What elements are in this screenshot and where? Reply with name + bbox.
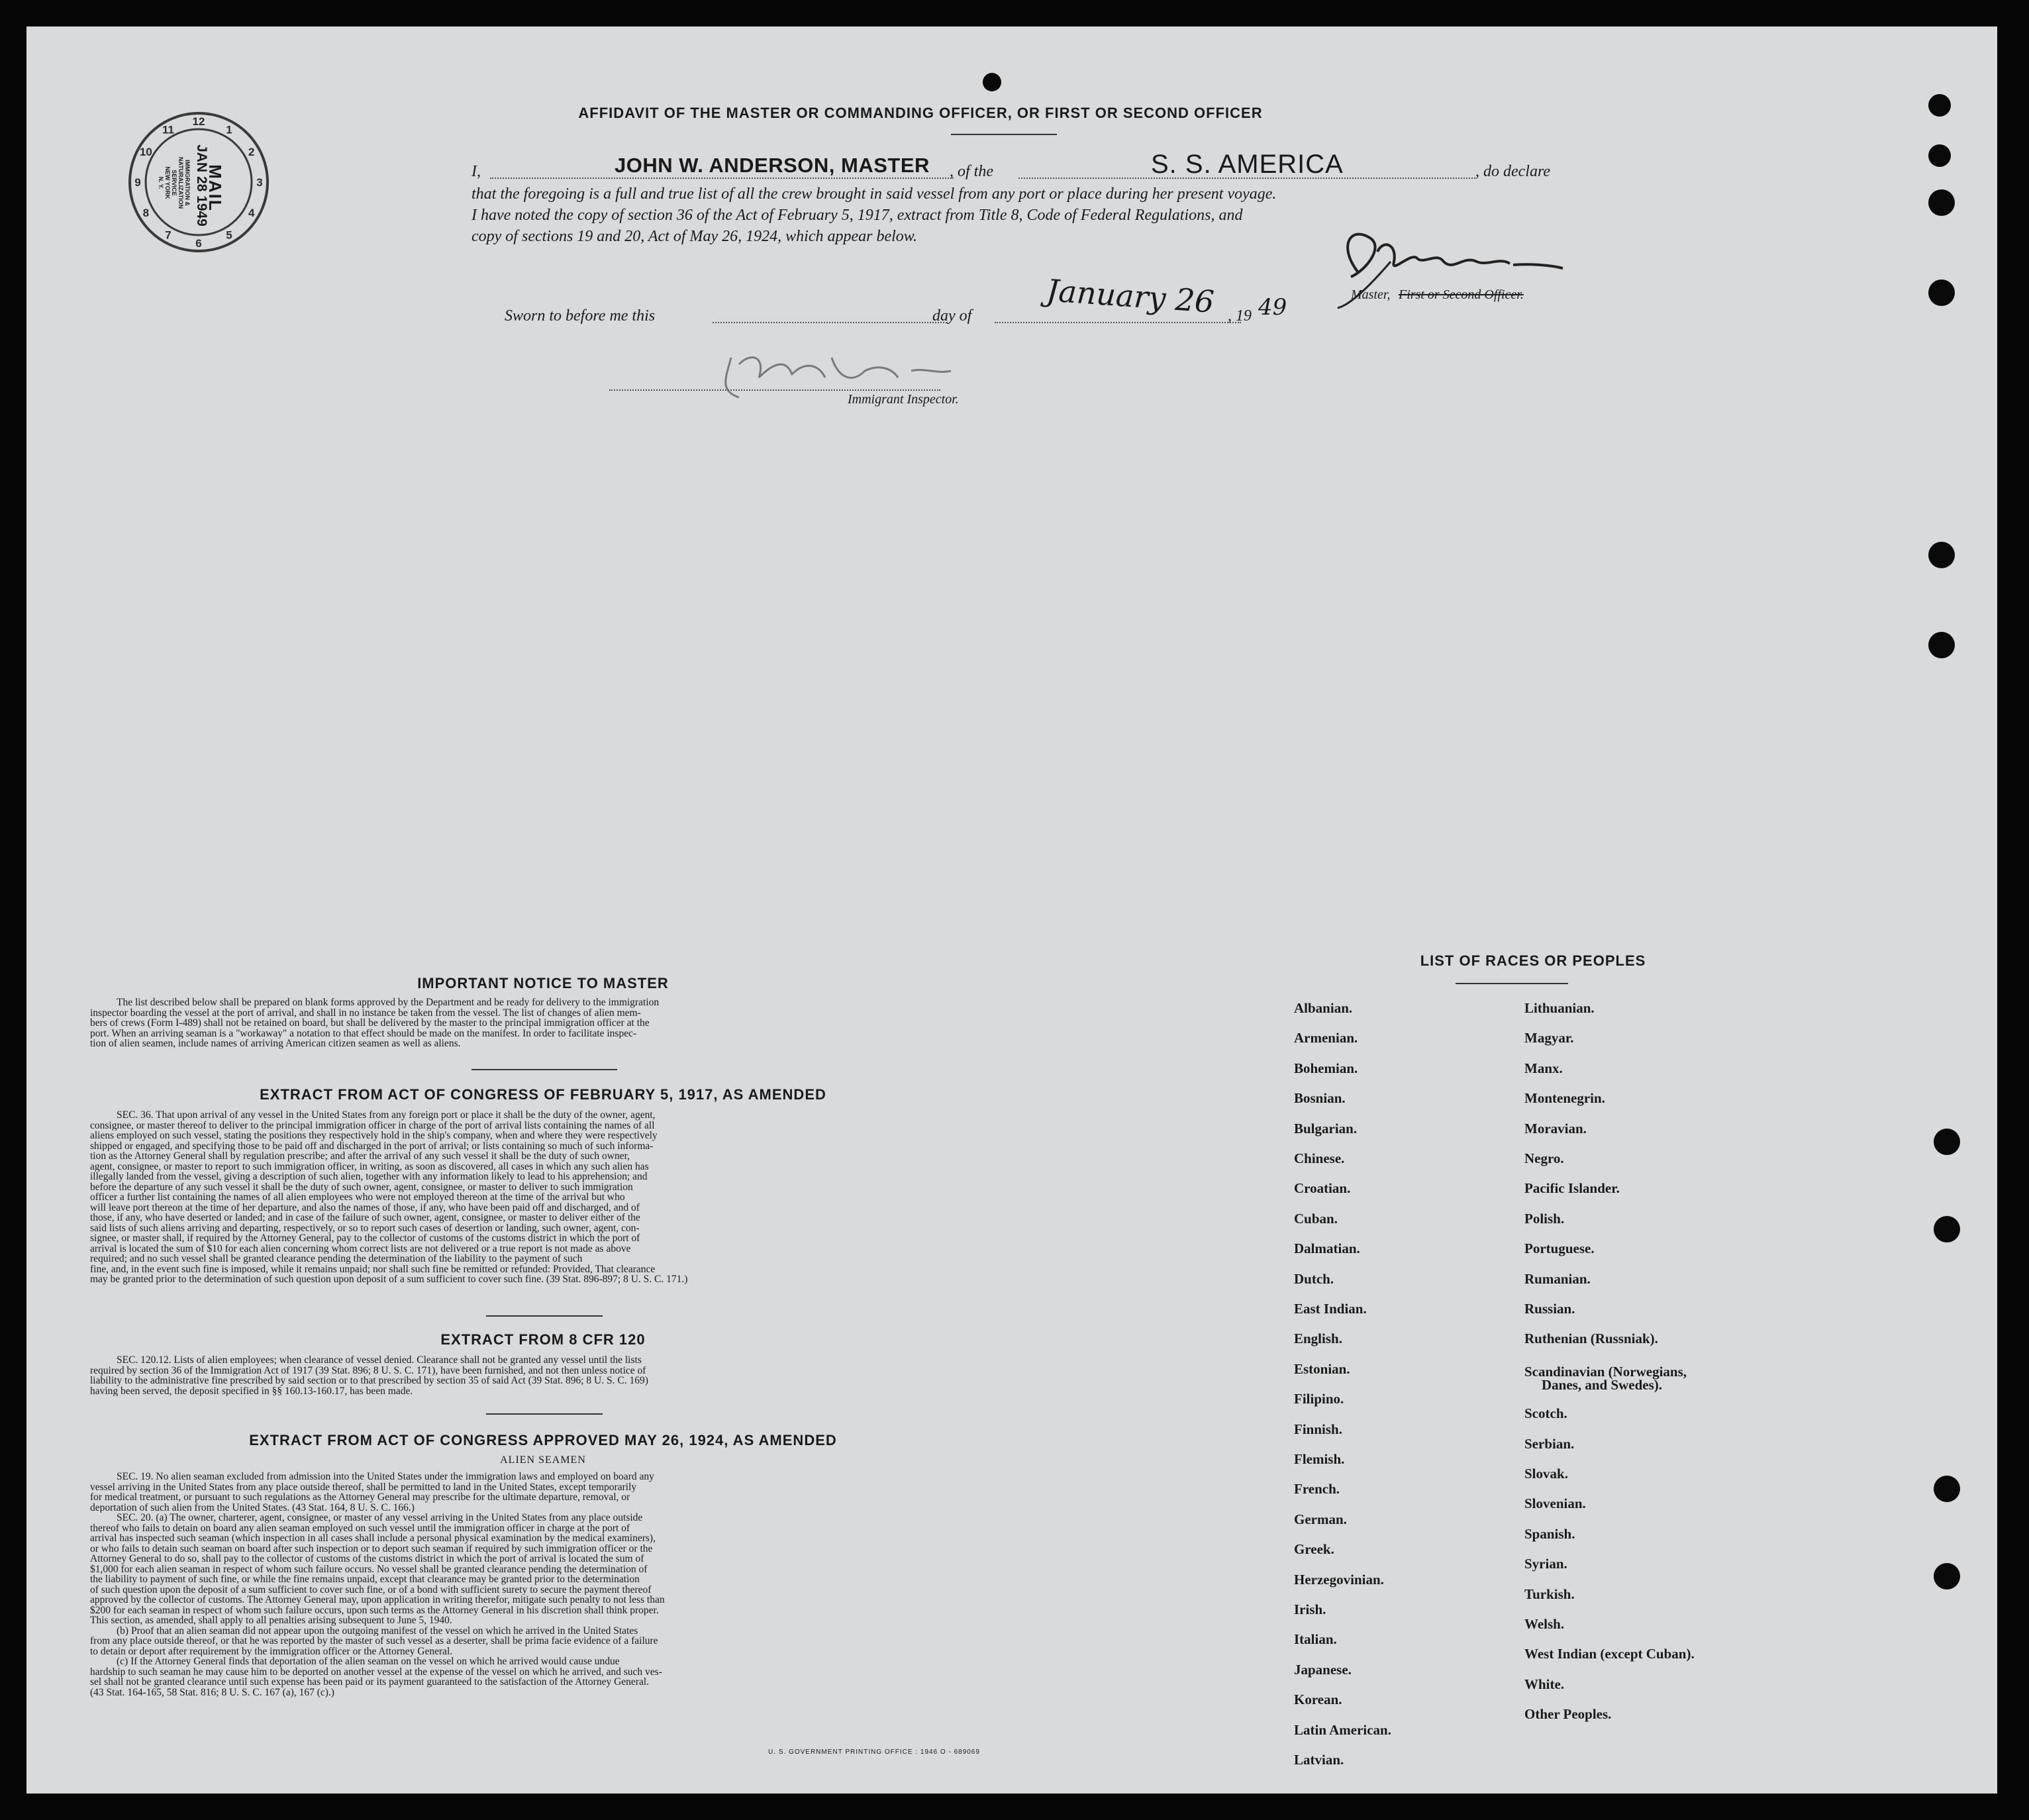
text-line: illegally landed from the vessel, giving a description of such alien, together with any information likely to lead to his apprehension; and [90,1172,648,1182]
text-line: liability to the administrative fine prescribed by said section or to that prescribed by section 35 of said Act (39 Stat. 896; 8 U. S. C. 169) [90,1376,648,1386]
affidavit-line: copy of sections 19 and 20, Act of May 26, 1924, which appear below. [471,228,918,245]
race-item: German. [1294,1511,1347,1527]
race-item: Russian. [1524,1301,1575,1317]
race-item: Estonian. [1294,1360,1350,1377]
text-line: before the departure of any such vessel it shall be the duty of such owner, agent, consignee, or master to deliver to such immigration [90,1182,633,1192]
affidavit-title: AFFIDAVIT OF THE MASTER OR COMMANDING OFFICER, OR FIRST OR SECOND OFFICER [578,105,1263,121]
text-line: $1,000 for each alien seaman in respect of whom such failure occurs. No vessel shall be granted clearance pending the determination of [90,1564,648,1574]
race-item: Ruthenian (Russniak). [1524,1331,1658,1347]
text-line: from any place outside thereof, or that he was reported by the master of such vessel as a deserter, shall be prima facie evidence of a failure [90,1636,658,1646]
handwritten-date: January 26 [1045,272,1216,320]
master-caption: Master, [1351,287,1391,302]
stamp-ring-number: 12 [192,115,205,128]
race-item: Albanian. [1294,1000,1353,1016]
day-of-label: day of [932,307,972,325]
text-line: (b) Proof that an alien seaman did not appear upon the outgoing manifest of the vessel on which he arrived in the United States [117,1625,638,1636]
race-item: Chinese. [1294,1150,1345,1166]
race-item: Scotch. [1524,1405,1567,1422]
race-item: Pacific Islander. [1524,1180,1620,1197]
stamp-line: NATURALIZATION [177,156,184,209]
stamp-ring-number: 8 [142,207,150,219]
stamp-date: JAN 28 1949 [194,144,209,227]
punch-hole [1934,1476,1960,1502]
race-item: Armenian. [1294,1030,1358,1046]
race-item: Dalmatian. [1294,1240,1360,1257]
race-item: Finnish. [1294,1421,1342,1437]
races-title: LIST OF RACES OR PEOPLES [1420,952,1646,969]
stamp-ring-number: 1 [226,123,232,136]
race-item: Danes, and Swedes). [1542,1376,1663,1393]
text-line: arrival has inspected such seaman (which inspection in all cases shall include a personal physical examination by the medical examiners), [90,1533,656,1544]
stamp-ring-number: 3 [256,176,263,189]
text-line: signee, or master shall, if required by the Attorney General, pay to the collector of customs of the customs district in which the port of [90,1233,640,1244]
race-item: Syrian. [1524,1556,1567,1572]
text-line: inspector boarding the vessel at the port of arrival, and shall in no instance be taken from the vessel. The list of changes of alien mem- [90,1007,641,1018]
text-line: for medical treatment, or pursuant to such regulations as the Attorney General may prescribe for the ultimate departure, removal, or [90,1492,630,1503]
stamp-ring-number: 11 [162,123,174,136]
text-line: Attorney General to do so, shall pay to the collector of customs of the customs district in which the port of arrival is located the sum of [90,1554,644,1564]
race-item: Latvian. [1294,1752,1344,1768]
stamp-ring-number: 6 [195,237,202,250]
punch-hole [1934,1216,1960,1242]
stamp-ring-number: 7 [165,228,172,242]
punch-hole [983,73,1001,91]
text-line: required; and no such vessel shall be granted clearance pending the determination of the liability to the payment of such [90,1254,583,1264]
text-line: deportation of such alien from the United States. (43 Stat. 164, 8 U. S. C. 166.) [90,1502,415,1513]
text-line: approved by the collector of customs. The Attorney General may, upon application in writing therefor, mitigate such penalty to not less than [90,1595,665,1605]
race-item: Other Peoples. [1524,1706,1612,1723]
text-line: port. When an arriving seaman is a "workaway" a notation to that effect should be made on the manifest. In order to facilitate inspec- [90,1028,637,1038]
document-sheet [26,26,1997,1794]
race-item: Dutch. [1294,1270,1334,1287]
master-name: JOHN W. ANDERSON, MASTER [615,154,930,177]
race-item: Japanese. [1294,1661,1352,1678]
text-line: SEC. 19. No alien seaman excluded from admission into the United States under the immigration laws and employed on board any [117,1472,654,1482]
text-line: to detain or deport after requirement by the immigration officer or the Attorney General. [90,1646,453,1656]
text-line: consignee, or master thereof to deliver to the principal immigration officer in charge of the port of arrival lists containing the names of all [90,1120,655,1131]
text-line: (43 Stat. 164-165, 58 Stat. 816; 8 U. S. C. 167 (a), 167 (c).) [90,1687,334,1697]
race-item: Scandinavian (Norwegians, [1524,1363,1687,1380]
race-item: Croatian. [1294,1180,1351,1197]
text-line: those, if any, who have deserted or landed; and in case of the failure of such owner, agent, consignee, or master to deliver either of the [90,1213,640,1223]
printing-office-footer: U. S. GOVERNMENT PRINTING OFFICE : 1946 O - 689069 [768,1748,980,1756]
race-item: Korean. [1294,1692,1342,1708]
stamp-ring-number: 2 [248,146,255,158]
punch-hole [1934,1129,1960,1155]
notice-title: IMPORTANT NOTICE TO MASTER [417,975,669,991]
extract-1917-paragraph [90,1110,997,1285]
race-item: Filipino. [1294,1391,1344,1407]
alien-seamen-subtitle: ALIEN SEAMEN [500,1454,586,1466]
inspector-caption: Immigrant Inspector. [848,392,959,407]
affidavit-line: I have noted the copy of section 36 of the Act of February 5, 1917, extract from Title 8, Code of Federal Regulations, and [471,207,1243,224]
text-line: arrival is located the sum of $10 for each alien concerning whom correct lists are not delivered or a true report is not made as above [90,1243,631,1254]
extract-cfr-paragraph [90,1355,997,1396]
text-line: thereof who fails to detain on board any alien seaman employed on such vessel until the immigration officer in charge at the port of [90,1523,630,1533]
text-line: or who fails to detain such seaman on board after such inspection or to deport such seaman if required by such immigration officer or the [90,1543,653,1554]
text-line: required by section 36 of the Immigration Act of 1917 (39 Stat. 896; 8 U. S. C. 171), have been furnished, and not then unless notice of [90,1365,646,1376]
vessel-name: S. S. AMERICA [1151,150,1344,179]
punch-hole [1928,542,1955,568]
punch-hole [1928,94,1951,117]
race-item: Rumanian. [1524,1270,1591,1287]
text-line: may be granted prior to the determination of such question upon deposit of a sum sufficient to cover such fine. (39 Stat. 896-897; 8 U. S. C. 171.) [90,1274,688,1285]
text-line: SEC. 120.12. Lists of alien employees; when clearance of vessel denied. Clearance shall not be granted any vessel until the lists [117,1355,642,1366]
punch-hole [1928,189,1955,216]
race-item: English. [1294,1331,1342,1347]
race-item: Negro. [1524,1150,1564,1166]
race-item: Irish. [1294,1601,1326,1617]
punch-hole [1934,1563,1960,1590]
text-line: (c) If the Attorney General finds that deportation of the alien seaman on the vessel on which he arrived would cause undue [117,1656,620,1667]
race-item: Slovak. [1524,1466,1568,1482]
text-line: aliens employed on such vessel, stating the positions they respectively hold in the ship's company, when and where they were respectively [90,1131,658,1141]
text-line: $200 for each seaman in respect of whom such failure occurs, upon such terms as the Attorney General in his discretion shall think proper. [90,1605,659,1615]
race-item: Latin American. [1294,1721,1391,1738]
struck-officer-caption: First or Second Officer. [1399,287,1524,302]
race-item: Herzegovinian. [1294,1571,1384,1588]
race-item: French. [1294,1481,1340,1497]
text-line: SEC. 36. That upon arrival of any vessel in the United States from any foreign port or place it shall be the duty of the owner, agent, [117,1110,656,1121]
text-line: bers of crews (Form I-489) shall not be retained on board, but shall be delivered by the master to the principal immigration officer at the [90,1018,650,1029]
race-item: Welsh. [1524,1616,1565,1632]
text-line: of such question upon the deposit of a sum sufficient to cover such fine, or of a bond with sufficient surety to secure the payment thereof [90,1584,652,1595]
extract-1917-title: EXTRACT FROM ACT OF CONGRESS OF FEBRUARY 5, 1917, AS AMENDED [260,1086,826,1103]
affidavit-i-label: I, [471,163,481,180]
race-item: Spanish. [1524,1525,1575,1542]
race-item: Bulgarian. [1294,1120,1358,1137]
punch-hole [1928,144,1951,167]
text-line: officer a further list containing the names of all alien employees who were not employed thereon at the time of the arrival but who [90,1192,625,1203]
mail-received-stamp [126,107,272,257]
text-line: the liability to payment of such fine, or while the fine remains unpaid, except that clearance may be granted prior to the determination [90,1574,640,1585]
extract-cfr-title: EXTRACT FROM 8 CFR 120 [440,1331,646,1348]
text-line: said lists of such aliens arriving and departing, respectively, or so to report such cases of desertion or landing, such owner, agent, con- [90,1223,640,1233]
stamp-ring-number: 9 [134,176,141,189]
stamp-line: SERVICE [171,170,177,196]
race-item: White. [1524,1676,1565,1692]
race-item: Moravian. [1524,1120,1587,1137]
stamp-line: IMMIGRATION & [184,160,191,206]
text-line: tion as the Attorney General shall by regulation prescribe; and after the arrival of any such vessel it shall be the duty of such owner, [90,1151,630,1162]
stamp-mail-text: MAIL [205,164,225,212]
race-item: Magyar. [1524,1030,1574,1046]
race-item: Manx. [1524,1060,1563,1076]
race-item: East Indian. [1294,1301,1367,1317]
race-item: Italian. [1294,1631,1337,1648]
text-line: shipped or engaged, and specifying those to be paid off and discharged in the port of arrival; or lists containing so much of such informa- [90,1140,654,1151]
text-line: vessel arriving in the United States from any place outside thereof, shall be permitted to land in the United States, except temporarily [90,1482,637,1492]
extract-1924-title: EXTRACT FROM ACT OF CONGRESS APPROVED MAY 26, 1924, AS AMENDED [249,1432,837,1448]
text-line: will leave port thereon at the time of her departure, and also the names of those, if any, who have been paid off and discharged, and of [90,1202,640,1213]
year-prefix: , 19 [1228,307,1252,325]
stamp-ring-number: 4 [248,207,255,219]
race-item: Polish. [1524,1210,1565,1227]
punch-hole [1928,632,1955,658]
text-line: This section, as amended, shall apply to all penalties arising subsequent to June 5, 1940. [90,1615,452,1626]
affidavit-of-the: , of the [950,163,993,180]
race-item: West Indian (except Cuban). [1524,1646,1695,1662]
race-item: Bohemian. [1294,1060,1358,1076]
text-line: fine, and, in the event such fine is imposed, while it remains unpaid; nor shall such fine be remitted or refunded: Provided, That clearance [90,1264,656,1274]
stamp-ring-number: 5 [226,228,232,242]
stamp-ring-number: 10 [139,146,152,158]
race-item: Montenegrin. [1524,1090,1605,1107]
race-item: Greek. [1294,1541,1334,1558]
notice-paragraph [90,997,997,1049]
punch-hole [1928,279,1955,306]
extract-1924-paragraph [90,1472,997,1697]
text-line: having been served, the deposit specified in §§ 160.13-160.17, has been made. [90,1386,413,1396]
race-item: Portuguese. [1524,1240,1595,1257]
race-item: Lithuanian. [1524,1000,1595,1016]
race-item: Bosnian. [1294,1090,1346,1107]
handwritten-year: 49 [1258,294,1287,321]
text-line: The list described below shall be prepared on blank forms approved by the Department and be ready for delivery to the immigration [117,997,660,1008]
affidavit-line: that the foregoing is a full and true list of all the crew brought in said vessel from any port or place during her present voyage. [471,185,1277,203]
sworn-label: Sworn to before me this [505,307,656,325]
text-line: sel shall not be granted clearance until such expense has been paid or its payment guaranteed to the satisfaction of the Attorney General. [90,1677,650,1688]
stamp-line: NEW YORK [164,166,171,199]
race-item: Serbian. [1524,1435,1575,1452]
text-line: tion of alien seamen, include names of arriving American citizen seamen as well as aliens. [90,1038,461,1049]
race-item: Flemish. [1294,1451,1345,1467]
text-line: hardship to such seaman he may cause him to be deported on another vessel at the expense of the vessel on which he arrived, and such ves- [90,1666,662,1677]
text-line: agent, consignee, or master to report to such immigration officer, in writing, as soon as discovered, all cases in which any such alien has [90,1161,649,1172]
affidavit-do-declare: , do declare [1475,163,1551,180]
race-item: Slovenian. [1524,1495,1586,1512]
stamp-line: N. Y. [158,176,164,189]
text-line: SEC. 20. (a) The owner, charterer, agent, consignee, or master of any vessel arriving in the United States from any place outside [117,1513,643,1523]
race-item: Cuban. [1294,1210,1338,1227]
race-item: Turkish. [1524,1586,1575,1602]
